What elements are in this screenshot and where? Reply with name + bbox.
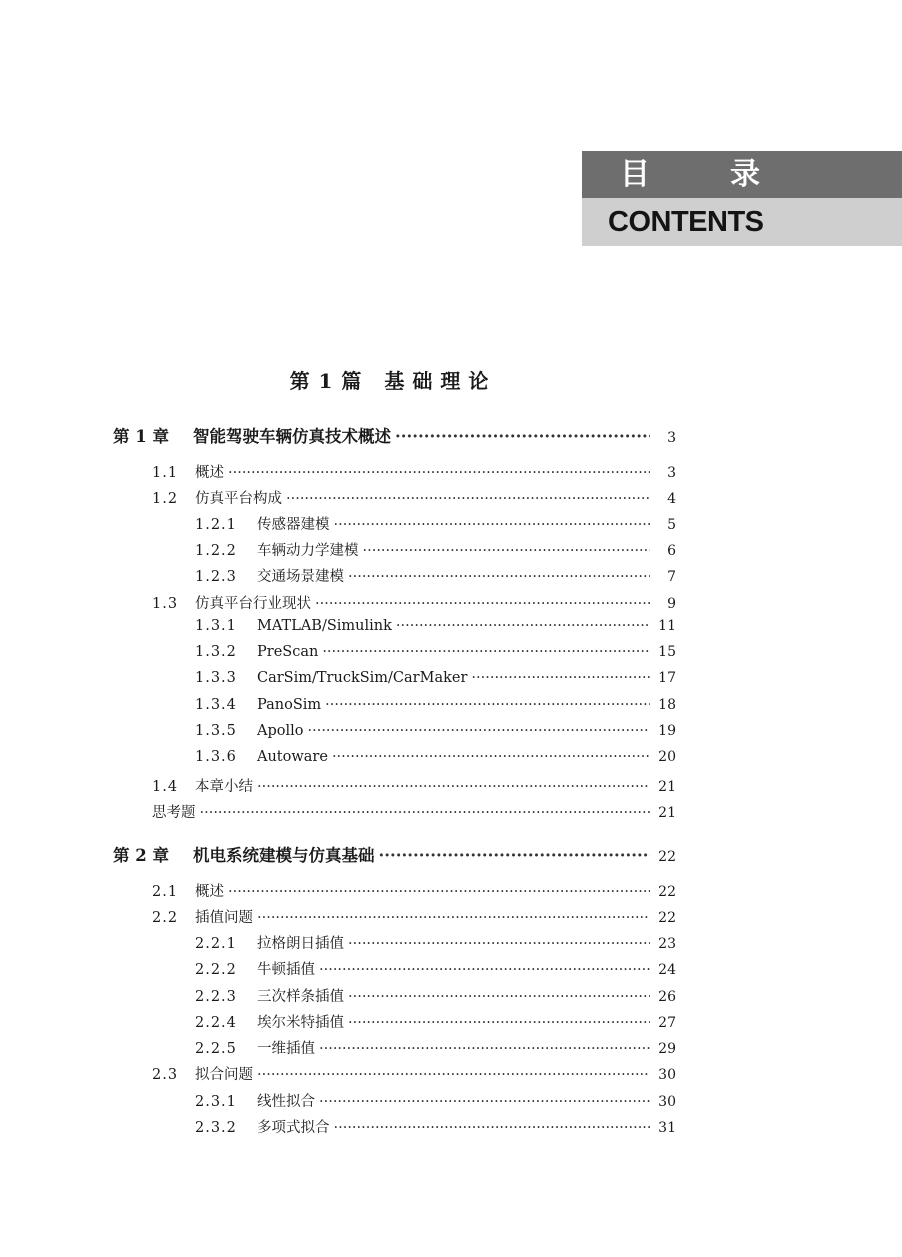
dot-leader	[228, 465, 650, 481]
dot-leader	[257, 779, 650, 795]
entry-page-number: 9	[667, 596, 676, 612]
toc-entry	[195, 1090, 676, 1111]
toc-entry	[195, 670, 676, 686]
toc-entry	[195, 618, 676, 634]
entry-page-number: 22	[658, 884, 676, 900]
entry-title: 牛顿插值	[257, 962, 315, 978]
entry-title: 一维插值	[257, 1041, 315, 1057]
entry-number: 2.2	[152, 910, 179, 926]
toc-entry	[195, 644, 676, 660]
entry-number: 2.2.3	[195, 989, 237, 1005]
toc-chapter-entry	[113, 842, 676, 866]
toc-entry	[152, 461, 676, 482]
entry-number: 1.2	[152, 491, 179, 507]
toc-entry	[152, 592, 676, 613]
entry-title: 智能驾驶车辆仿真技术概述	[193, 427, 391, 446]
toc-entry	[195, 565, 676, 586]
entry-page-number: 21	[658, 779, 676, 795]
entry-title: 交通场景建模	[257, 569, 344, 585]
entry-page-number: 3	[667, 465, 676, 481]
entry-number: 2.2.5	[195, 1041, 237, 1057]
entry-title: 概述	[195, 465, 224, 481]
entry-page-number: 31	[658, 1120, 676, 1136]
toc-entry	[152, 880, 676, 901]
entry-page-number: 5	[667, 517, 676, 533]
entry-number: 第 1 章	[113, 427, 169, 446]
entry-number: 1.3.6	[195, 749, 237, 765]
entry-page-number: 24	[658, 962, 676, 978]
entry-title: PanoSim	[257, 697, 322, 713]
dot-leader	[334, 1120, 651, 1136]
entry-number: 2.2.1	[195, 936, 237, 952]
toc-entry	[195, 749, 676, 765]
entry-page-number: 22	[658, 849, 676, 865]
entry-page-number: 17	[658, 670, 676, 686]
entry-number: 2.1	[152, 884, 179, 900]
toc-entry	[195, 1037, 676, 1058]
part-title: 基础理论	[384, 369, 497, 393]
entry-number: 2.2.4	[195, 1015, 237, 1031]
entry-page-number: 27	[658, 1015, 676, 1031]
entry-page-number: 19	[658, 723, 676, 739]
toc-entry	[152, 801, 676, 822]
dot-leader	[348, 936, 650, 952]
dot-leader	[471, 670, 650, 686]
entry-title: 概述	[195, 884, 224, 900]
entry-page-number: 3	[667, 430, 676, 446]
dot-leader	[348, 1015, 650, 1031]
entry-page-number: 20	[658, 749, 676, 765]
entry-title: 埃尔米特插值	[257, 1015, 344, 1031]
entry-title: 插值问题	[195, 910, 253, 926]
entry-page-number: 18	[658, 697, 676, 713]
entry-number: 2.3.1	[195, 1094, 237, 1110]
toc-entry	[195, 1011, 676, 1032]
entry-title: 本章小结	[195, 779, 253, 795]
entry-number: 第 2 章	[113, 846, 169, 865]
entry-page-number: 22	[658, 910, 676, 926]
entry-title: 仿真平台行业现状	[195, 596, 311, 612]
entry-page-number: 26	[658, 989, 676, 1005]
entry-title: Autoware	[257, 749, 328, 765]
entry-title: 仿真平台构成	[195, 491, 282, 507]
entry-number: 2.3.2	[195, 1120, 237, 1136]
dot-leader	[332, 749, 650, 765]
entry-page-number: 6	[667, 543, 676, 559]
toc-title: 目录	[620, 157, 840, 192]
toc-entry	[195, 513, 676, 534]
dot-leader	[348, 569, 650, 585]
toc-subtitle: CONTENTS	[608, 206, 764, 238]
entry-title: 多项式拟合	[257, 1120, 330, 1136]
entry-page-number: 7	[667, 569, 676, 585]
dot-leader	[379, 846, 651, 865]
entry-title: 机电系统建模与仿真基础	[193, 846, 375, 865]
dot-leader	[319, 962, 650, 978]
part-label: 第 1 篇	[289, 369, 363, 393]
dot-leader	[257, 1067, 650, 1083]
dot-leader	[395, 427, 650, 446]
entry-page-number: 4	[667, 491, 676, 507]
entry-title: 拟合问题	[195, 1067, 253, 1083]
part-heading	[0, 368, 786, 394]
dot-leader	[319, 1094, 650, 1110]
entry-title: 拉格朗日插值	[257, 936, 344, 952]
entry-page-number: 23	[658, 936, 676, 952]
entry-title: 传感器建模	[257, 517, 330, 533]
toc-entry	[152, 487, 676, 508]
entry-title: 车辆动力学建模	[257, 543, 359, 559]
dot-leader	[348, 989, 650, 1005]
entry-title: 线性拟合	[257, 1094, 315, 1110]
entry-title: 三次样条插值	[257, 989, 344, 1005]
toc-entry	[195, 932, 676, 953]
dot-leader	[363, 543, 651, 559]
entry-page-number: 21	[658, 805, 676, 821]
entry-title: Apollo	[257, 723, 304, 739]
toc-entry	[195, 1116, 676, 1137]
entry-number: 1.3	[152, 596, 179, 612]
toc-entry	[195, 723, 676, 739]
entry-number: 1.1	[152, 465, 179, 481]
dot-leader	[334, 517, 651, 533]
dot-leader	[200, 805, 651, 821]
entry-number: 2.2.2	[195, 962, 237, 978]
toc-entry	[195, 985, 676, 1006]
toc-entry	[152, 775, 676, 796]
toc-entry	[195, 958, 676, 979]
entry-number: 1.3.2	[195, 644, 237, 660]
entry-number: 1.2.3	[195, 569, 237, 585]
entry-page-number: 29	[658, 1041, 676, 1057]
entry-page-number: 30	[658, 1094, 676, 1110]
entry-title: MATLAB/Simulink	[257, 618, 392, 634]
entry-number: 1.3.3	[195, 670, 237, 686]
entry-title: PreScan	[257, 644, 319, 660]
toc-chapter-entry	[113, 423, 676, 447]
dot-leader	[325, 697, 650, 713]
entry-page-number: 11	[658, 618, 676, 634]
dot-leader	[322, 644, 650, 660]
entry-title: CarSim/TruckSim/CarMaker	[257, 670, 468, 686]
dot-leader	[257, 910, 650, 926]
toc-entry	[152, 1063, 676, 1084]
entry-number: 1.4	[152, 779, 179, 795]
entry-number: 1.2.2	[195, 543, 237, 559]
dot-leader	[228, 884, 650, 900]
toc-entry	[195, 697, 676, 713]
entry-title: 思考题	[152, 805, 196, 821]
toc-entry	[152, 906, 676, 927]
entry-page-number: 30	[658, 1067, 676, 1083]
dot-leader	[319, 1041, 650, 1057]
entry-number: 2.3	[152, 1067, 179, 1083]
dot-leader	[315, 596, 650, 612]
dot-leader	[286, 491, 650, 507]
entry-number: 1.2.1	[195, 517, 237, 533]
dot-leader	[396, 618, 650, 634]
entry-page-number: 15	[658, 644, 676, 660]
toc-entry	[195, 539, 676, 560]
entry-number: 1.3.1	[195, 618, 237, 634]
dot-leader	[308, 723, 651, 739]
entry-number: 1.3.4	[195, 697, 237, 713]
entry-number: 1.3.5	[195, 723, 237, 739]
